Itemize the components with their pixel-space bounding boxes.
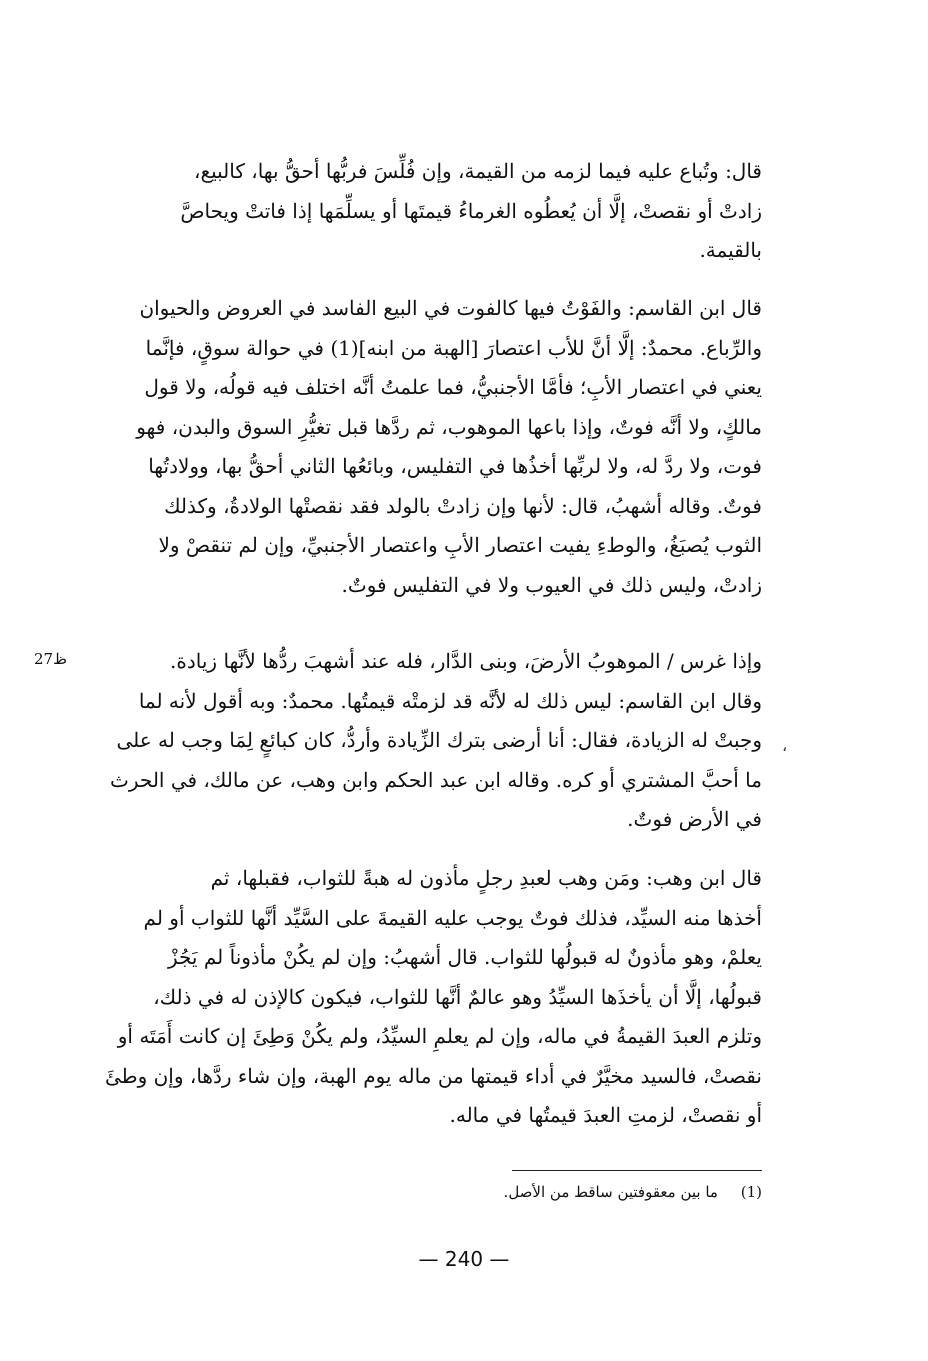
text-line: بالقيمة. (699, 238, 762, 262)
text-line: ما أحبَّ المشتري أو كره. وقاله ابن عبد الحكم وابن وهب، عن مالك، في الحرث (110, 767, 762, 792)
text-line: وقال ابن القاسم: ليس ذلك له لأنَّه قد لزمتْه قيمتُها. محمدٌ: وبه أقول لأنه لما (138, 688, 762, 713)
text-line: زادتْ أو نقصتْ، إلَّا أن يُعطُوه الغرماءُ قيمتَها أو يسلِّمَها إذا فاتتْ ويحاصَّ (180, 198, 762, 223)
footnote-text: ما بين معقوفتين ساقط من الأصل. (503, 1183, 718, 1201)
footnote-divider (512, 1170, 762, 1171)
text-line: وإذا غرس / الموهوبُ الأرضَ، وبنى الدَّار، فله عند أشهبَ ردُّها لأنَّها زيادة. (170, 649, 762, 673)
text-line: فوتٌ. وقاله أشهبُ، قال: لأنها وإن زادتْ بالولد فقد نقصتْها الولادةُ، وكذلك (164, 493, 762, 518)
text-line: والرِّباع. محمدٌ: إلَّا أنَّ للأب اعتصارَ [الهبة من ابنه](1) في حوالة سوقٍ، فإنَّما (145, 335, 762, 360)
paragraph-4 (102, 859, 762, 1136)
margin-folio-note: ظ27 (34, 650, 67, 668)
text-line: أخذها منه السيِّد، فذلك فوتٌ يوجب عليه القيمةَ على السَّيِّد أنَّها للثواب أو لم (143, 905, 762, 930)
text-line: قال ابن القاسم: والفَوْتُ فيها كالفوت في البيع الفاسد في العروض والحيوان (139, 296, 762, 320)
text-line: يعني في اعتصار الأبِ؛ فأمَّا الأجنبيُّ، فما علمتُ أنَّه اختلف فيه قولُه، ولا قول (144, 375, 762, 399)
footnote-number: (1) (740, 1183, 762, 1201)
text-line: قبولُها، إلَّا أن يأخذَها السيِّدُ وهو عالمٌ أنَّها للثواب، فيكون كالإذن له في ذلك، (153, 984, 762, 1009)
text-line: قال ابن وهب: ومَن وهب لعبدِ رجلٍ مأذون له هبةً للثواب، فقبلها، ثم (210, 866, 762, 890)
text-line: نقصتْ، فالسيد مخيَّرٌ في أداء قيمتها من ماله يوم الهبة، وإن شاء ردَّها، وإن وطئَ (105, 1063, 762, 1088)
page-number: — 240 — (418, 1247, 510, 1271)
text-line: الثوب يُصبَغُ، والوطءِ يفيت اعتصار الأبِ واعتصار الأجنبيِّ، وإن لم تنقصْ ولا (158, 533, 762, 557)
text-line: أو نقصتْ، لزمتِ العبدَ قيمتُها في ماله. (449, 1103, 762, 1127)
text-line: وتلزم العبدَ القيمةُ في ماله، وإن لم يعلمِ السيِّدُ، ولم يكُنْ وَطِئَ إن كانت أَمَتَه أو (117, 1024, 762, 1048)
text-line: مالكٍ، ولا أنَّه فوتٌ، وإذا باعها الموهوب، ثم ردَّها قبل تغيُّرِ السوق والبدن، فهو (136, 414, 762, 439)
footnote (470, 1183, 762, 1201)
stray-mark: ، (782, 736, 788, 755)
paragraph-1 (102, 152, 762, 271)
text-line: في الأرض فوتٌ. (627, 807, 762, 831)
text-line: زادتْ، وليس ذلك في العيوب ولا في التفليس فوتٌ. (341, 572, 762, 597)
text-line: قال: وتُباع عليه فيما لزمه من القيمة، وإن فُلِّسَ فربُّها أحقُّ بها، كالبيع، (194, 159, 762, 183)
paragraph-3 (102, 642, 762, 840)
text-line: وجبتْ له الزيادة، فقال: أنا أرضى بترك الزِّيادة وأردُّ، كان كبائعٍ لِمَا وجب له على (116, 728, 762, 752)
paragraph-2 (102, 289, 762, 605)
text-line: يعلمْ، وهو مأذونٌ له قبولُها للثواب. قال أشهبُ: وإن لم يكُنْ مأذوناً لم يَجُزْ (167, 945, 762, 969)
text-line: فوت، ولا ردَّ له، ولا لربِّها أخذُها في التفليس، وبائعُها الثاني أحقُّ بها، وولادتُها (148, 454, 762, 478)
